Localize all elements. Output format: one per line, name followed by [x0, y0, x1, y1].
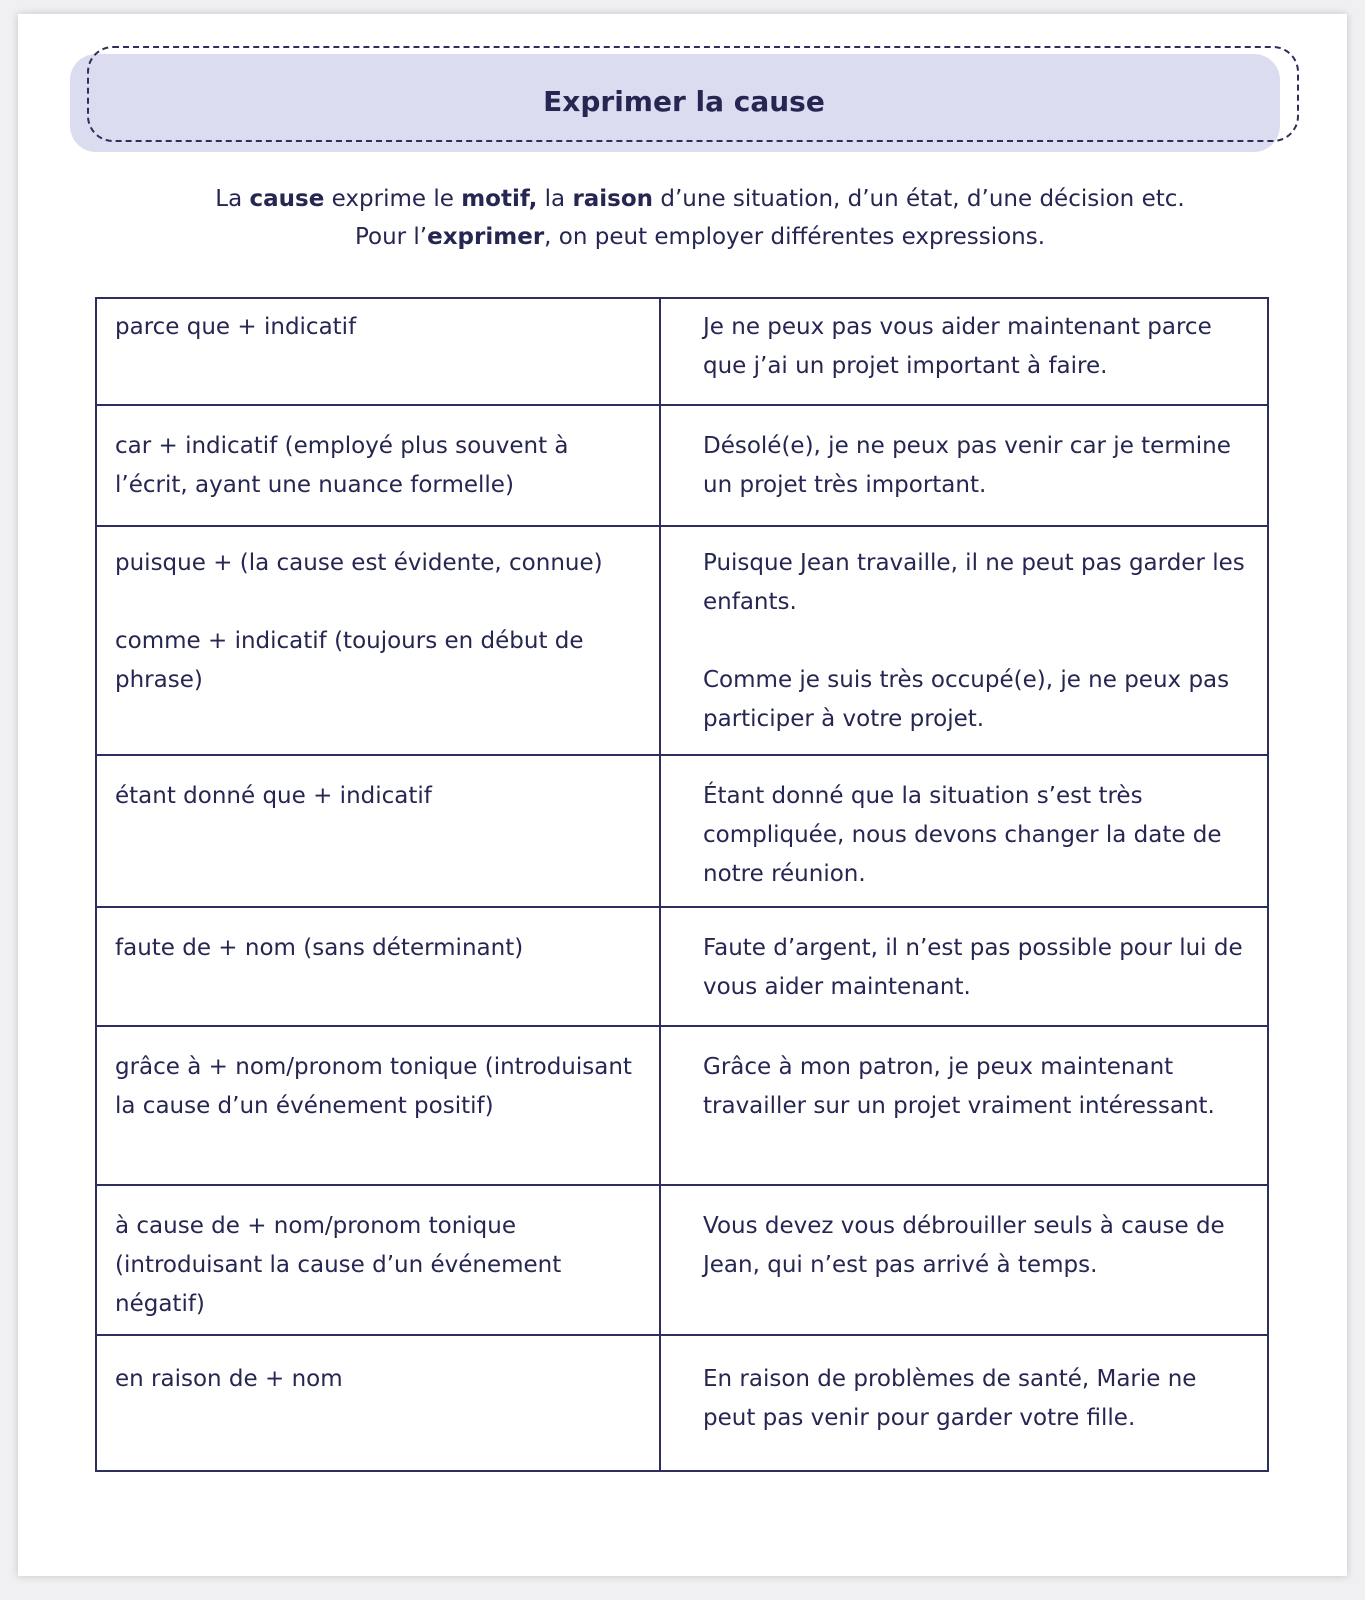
example-cell: Étant donné que la situation s’est très compliquée, nous devons changer la date de notre réunion.	[660, 755, 1268, 907]
intro-text: exprime le	[324, 186, 462, 212]
expression-cell: faute de + nom (sans déterminant)	[96, 907, 660, 1026]
intro-text: La	[215, 186, 250, 212]
table-row	[96, 526, 1268, 755]
intro-text: , on peut employer différentes expressions.	[544, 224, 1046, 250]
example-cell: En raison de problèmes de santé, Marie ne peut pas venir pour garder votre fille.	[660, 1335, 1268, 1471]
example-cell: Je ne peux pas vous aider maintenant parce que j’ai un projet important à faire.	[660, 298, 1268, 405]
intro-text: la	[537, 186, 573, 212]
example-cell: Grâce à mon patron, je peux maintenant travailler sur un projet vraiment intéressant.	[660, 1026, 1268, 1185]
cause-expressions-table	[95, 297, 1269, 1472]
expression-cell: à cause de + nom/pronom tonique (introduisant la cause d’un événement négatif)	[96, 1185, 660, 1335]
example-text: Comme je suis très occupé(e), je ne peux pas participer à votre projet.	[703, 667, 1230, 732]
intro-bold: motif,	[461, 186, 538, 212]
intro-text: d’une situation, d’un état, d’une décision etc.	[653, 186, 1185, 212]
title-banner	[70, 54, 1280, 152]
expression-cell	[96, 526, 660, 755]
intro-line-2	[70, 218, 1330, 256]
intro-bold: exprimer	[427, 224, 545, 250]
example-cell: Désolé(e), je ne peux pas venir car je termine un projet très important.	[660, 405, 1268, 526]
example-cell	[660, 526, 1268, 755]
table-row	[96, 1026, 1268, 1185]
table-row	[96, 298, 1268, 405]
expression-cell: car + indicatif (employé plus souvent à l’écrit, ayant une nuance formelle)	[96, 405, 660, 526]
expression-cell: étant donné que + indicatif	[96, 755, 660, 907]
intro-paragraph	[70, 180, 1330, 256]
table-row	[96, 907, 1268, 1026]
example-cell: Vous devez vous débrouiller seuls à cause de Jean, qui n’est pas arrivé à temps.	[660, 1185, 1268, 1335]
intro-text: Pour l’	[354, 224, 428, 250]
table-row	[96, 755, 1268, 907]
intro-bold: raison	[572, 186, 654, 212]
table-row	[96, 1185, 1268, 1335]
expression-text: puisque + (la cause est évidente, connue)	[115, 550, 603, 576]
intro-bold: cause	[249, 186, 325, 212]
expression-text: comme + indicatif (toujours en début de phrase)	[115, 628, 584, 693]
table-row	[96, 1335, 1268, 1471]
expression-cell: en raison de + nom	[96, 1335, 660, 1471]
example-text: Puisque Jean travaille, il ne peut pas garder les enfants.	[703, 550, 1245, 615]
page-title: Exprimer la cause	[543, 85, 825, 118]
expression-cell: parce que + indicatif	[96, 298, 660, 405]
table-row	[96, 405, 1268, 526]
worksheet-page	[18, 14, 1347, 1576]
intro-line-1	[70, 180, 1330, 218]
expression-cell: grâce à + nom/pronom tonique (introduisant la cause d’un événement positif)	[96, 1026, 660, 1185]
example-cell: Faute d’argent, il n’est pas possible pour lui de vous aider maintenant.	[660, 907, 1268, 1026]
